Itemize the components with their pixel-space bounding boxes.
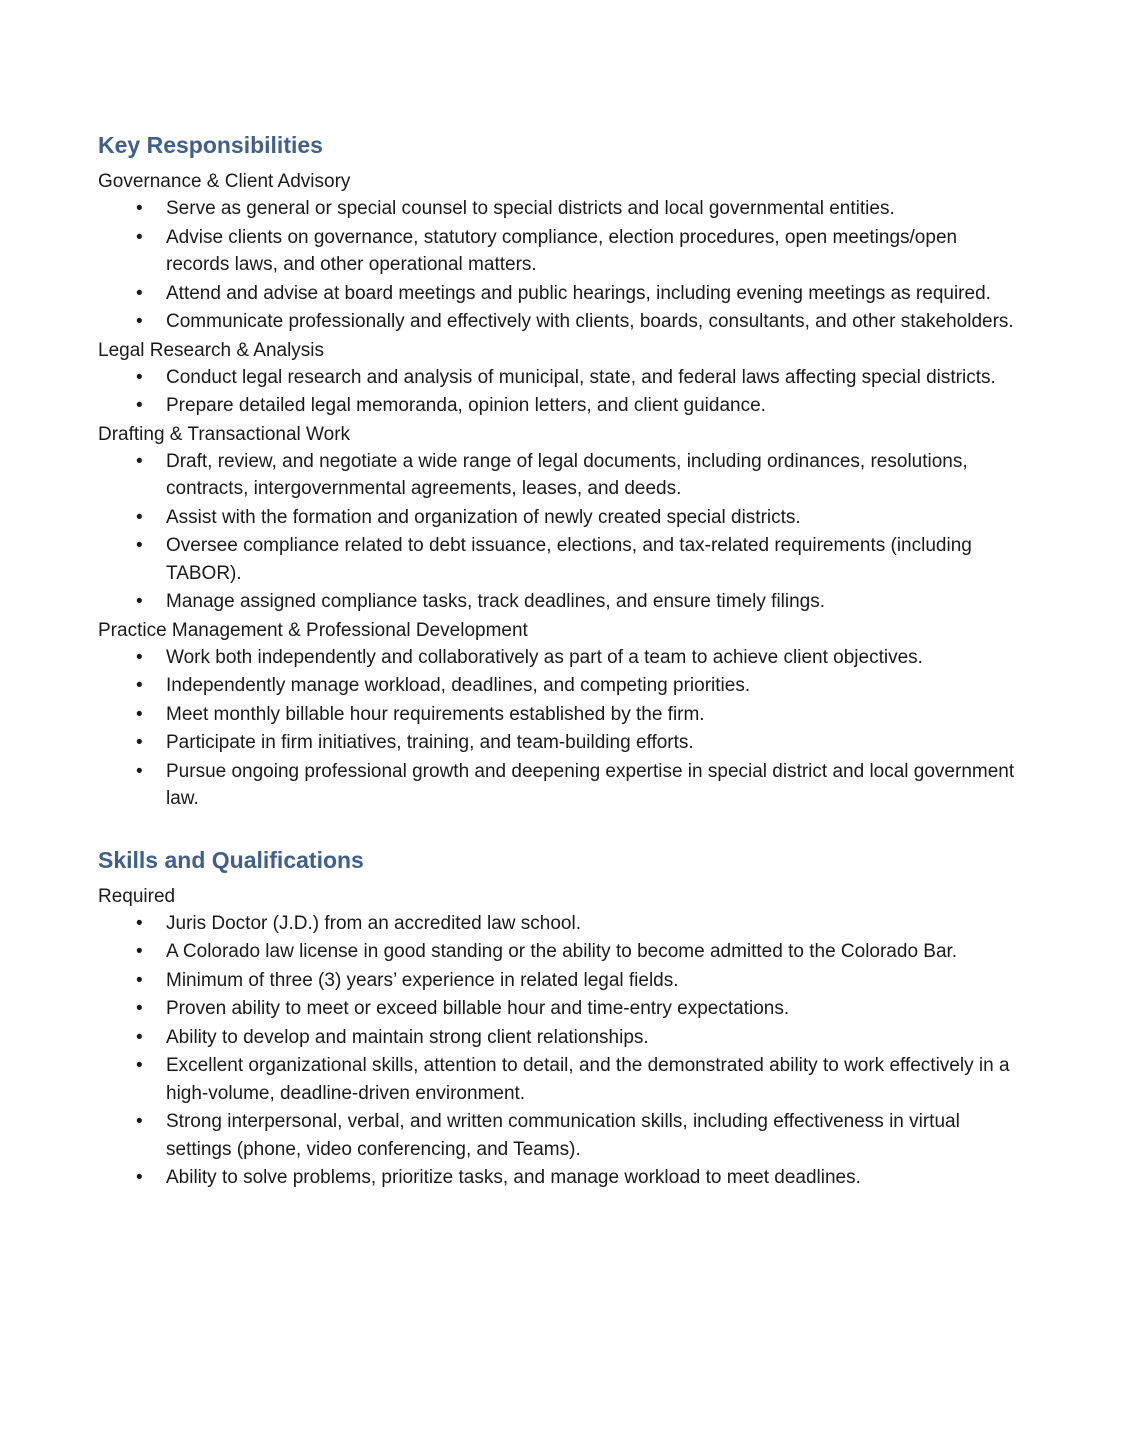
list-item [98,364,1018,392]
list-item-text: Minimum of three (3) years’ experience in related legal fields. [166,969,679,991]
list-item-text: Prepare detailed legal memoranda, opinion letters, and client guidance. [166,395,766,416]
list-item-text: Independently manage workload, deadlines, and competing priorities. [166,675,751,696]
bullet-icon: • [136,311,143,332]
bullet-icon: • [136,1026,143,1048]
list-item-text: Juris Doctor (J.D.) from an accredited law school. [166,912,581,934]
bullet-icon: • [136,1055,143,1076]
bullet-icon: • [136,703,143,725]
list-item-text: Pursue ongoing professional growth and deepening expertise in special district and local government law. [166,760,1015,809]
bullet-icon: • [136,366,143,388]
list-item [98,1052,1018,1107]
list-item [98,672,1018,700]
list-item [98,967,1018,995]
list-item-text: Manage assigned compliance tasks, track deadlines, and ensure timely filings. [166,591,826,612]
list-item-text: Proven ability to meet or exceed billable hour and time-entry expectations. [166,998,790,1019]
list-item [98,729,1018,757]
bullet-icon: • [136,450,143,472]
bullet-icon: • [136,675,143,696]
list-item-text: Work both independently and collaboratively as part of a team to achieve client objectives. [166,646,923,668]
list-item [98,644,1018,672]
bullet-icon: • [136,732,143,753]
bullet-icon: • [136,646,143,668]
list-item-text: Ability to solve problems, prioritize tasks, and manage workload to meet deadlines. [166,1167,861,1188]
section-heading: Skills and Qualifications [98,846,364,873]
bullet-list [98,910,1018,1192]
subsection-title: Required [98,885,176,907]
list-item-text: Strong interpersonal, verbal, and written communication skills, including effectiveness in virtual settings (phone, video conferencing, and Teams). [166,1111,960,1160]
list-item-text: Meet monthly billable hour requirements established by the firm. [166,703,705,725]
list-item-text: Oversee compliance related to debt issuance, elections, and tax-related requirements (including TABOR). [166,535,972,584]
bullet-icon: • [136,760,143,782]
bullet-icon: • [136,998,143,1019]
document-page [98,128,1018,1193]
bullet-icon: • [136,395,143,416]
bullet-icon: • [136,506,143,528]
list-item [98,938,1018,966]
bullet-icon: • [136,1111,143,1132]
list-item [98,1164,1018,1192]
list-item [98,308,1018,336]
list-item-text: Assist with the formation and organization of newly created special districts. [166,506,801,528]
bullet-list [98,448,1018,616]
section-skills-and-qualifications [98,843,1018,1192]
list-item [98,280,1018,308]
bullet-icon: • [136,535,143,556]
list-item [98,758,1018,813]
subsection-title: Drafting & Transactional Work [98,423,351,445]
bullet-icon: • [136,969,143,991]
list-item-text: Excellent organizational skills, attention to detail, and the demonstrated ability to work effectively in a high-volume, deadline-driven environment. [166,1055,1010,1104]
list-item [98,392,1018,420]
list-item-text: Participate in firm initiatives, training, and team-building efforts. [166,732,694,753]
list-item [98,995,1018,1023]
bullet-icon: • [136,591,143,612]
section-key-responsibilities [98,128,1018,813]
bullet-list [98,364,1018,420]
bullet-icon: • [136,1167,143,1188]
list-item [98,532,1018,587]
list-item [98,448,1018,503]
list-item [98,195,1018,223]
bullet-icon: • [136,282,143,304]
list-item [98,1024,1018,1052]
list-item-text: A Colorado law license in good standing or the ability to become admitted to the Colorado Bar. [166,941,958,962]
list-item-text: Conduct legal research and analysis of municipal, state, and federal laws affecting special districts. [166,366,996,388]
section-heading: Key Responsibilities [98,132,323,158]
subsection-title: Practice Management & Professional Development [98,619,528,641]
bullet-icon: • [136,912,143,934]
bullet-list [98,195,1018,336]
subsection-title: Legal Research & Analysis [98,339,325,361]
list-item-text: Attend and advise at board meetings and public hearings, including evening meetings as required. [166,282,991,304]
bullet-list [98,644,1018,813]
subsection-title: Governance & Client Advisory [98,171,351,192]
list-item [98,910,1018,938]
list-item-text: Advise clients on governance, statutory compliance, election procedures, open meetings/open records laws, and other operational matters. [166,226,958,275]
list-item [98,504,1018,532]
list-item [98,701,1018,729]
list-item-text: Ability to develop and maintain strong client relationships. [166,1026,649,1048]
list-item [98,224,1018,279]
list-item-text: Serve as general or special counsel to special districts and local governmental entities. [166,198,895,219]
bullet-icon: • [136,941,143,962]
list-item [98,1108,1018,1163]
bullet-icon: • [136,226,143,248]
bullet-icon: • [136,198,143,219]
list-item [98,588,1018,616]
list-item-text: Communicate professionally and effectively with clients, boards, consultants, and other stakeholders. [166,311,1014,332]
list-item-text: Draft, review, and negotiate a wide range of legal documents, including ordinances, resolutions, contracts, intergovernmental agreements, leases, and deeds. [166,450,968,499]
